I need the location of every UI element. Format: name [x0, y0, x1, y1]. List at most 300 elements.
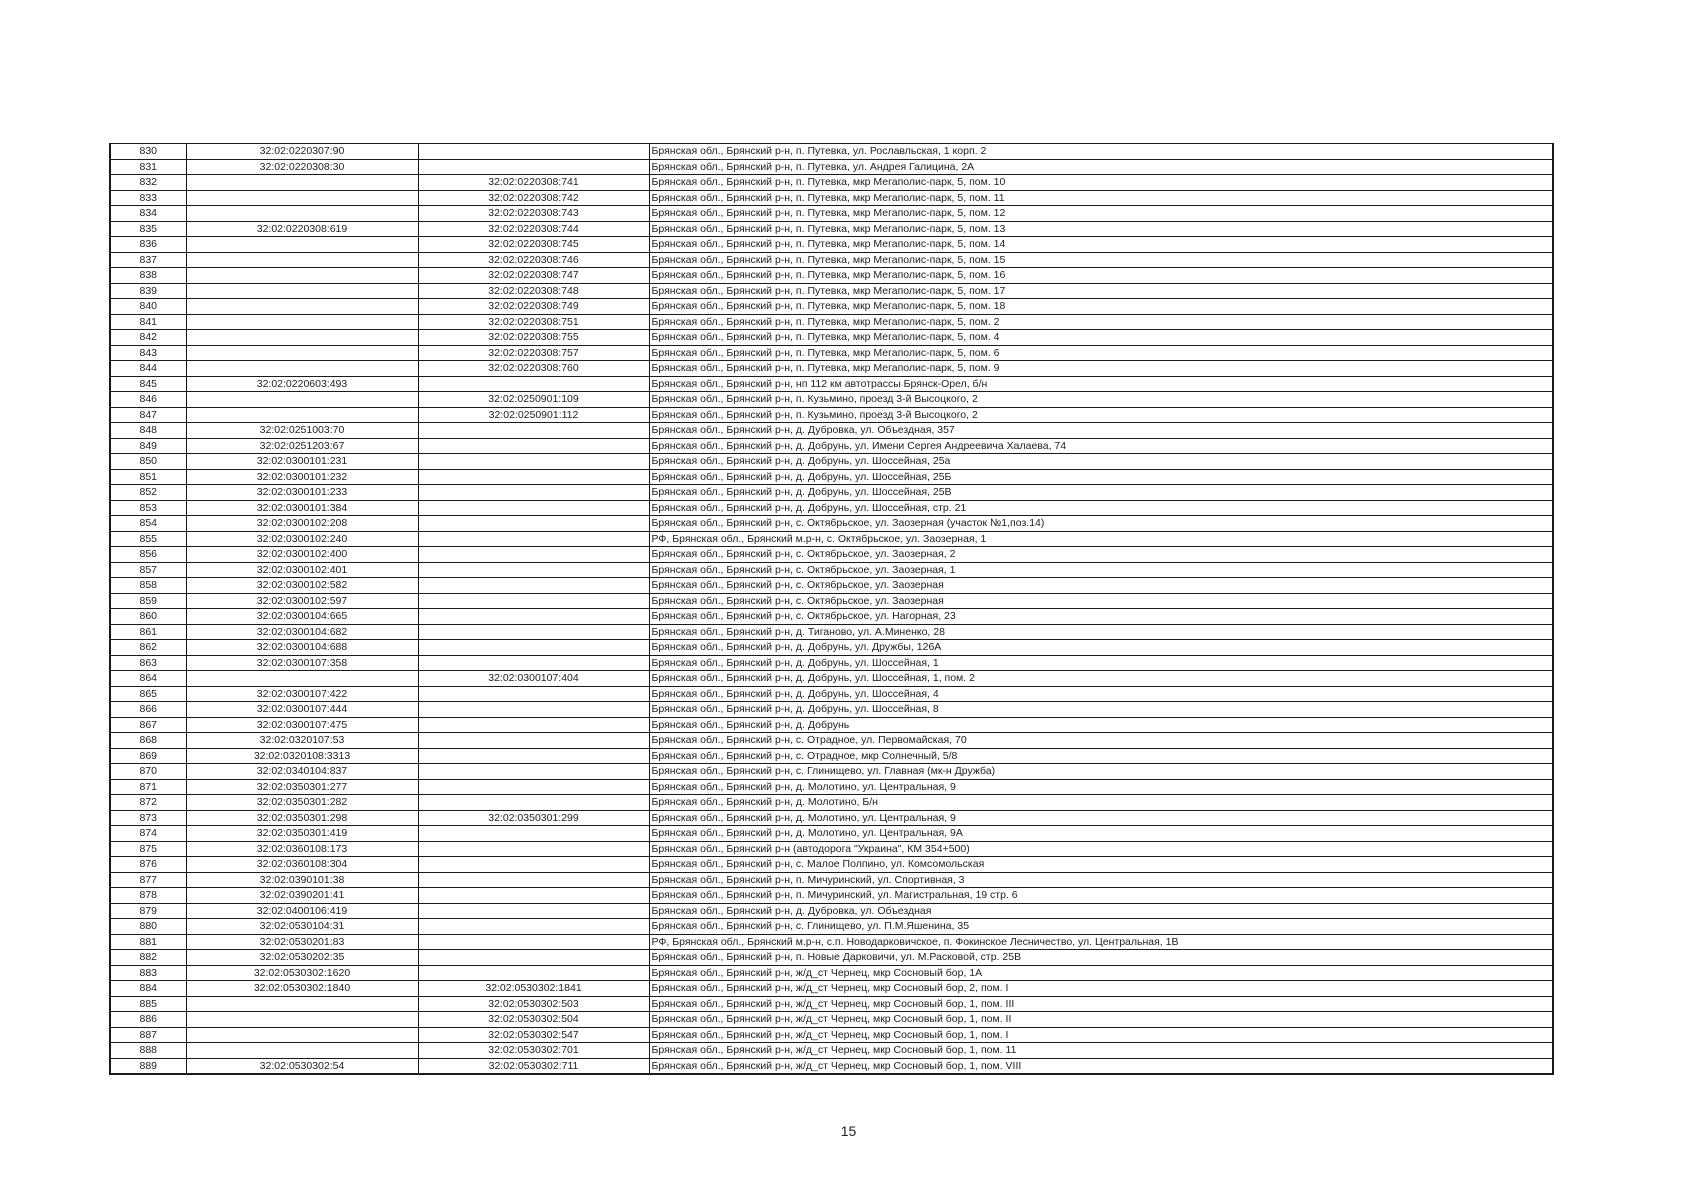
- row-number-cell: 832: [110, 175, 186, 191]
- row-number-cell: 858: [110, 578, 186, 594]
- table-row: [110, 516, 1553, 532]
- premises-cadastral-number-cell: [418, 547, 649, 563]
- premises-cadastral-number-cell: 32:02:0530302:1841: [418, 981, 649, 997]
- address-cell: Брянская обл., Брянский р-н, д. Добрунь, ул. Шоссейная, 8: [649, 702, 1553, 718]
- premises-cadastral-number-cell: [418, 795, 649, 811]
- table-row: [110, 159, 1553, 175]
- table-row: [110, 578, 1553, 594]
- address-cell: Брянская обл., Брянский р-н, д. Дубровка, ул. Объездная: [649, 903, 1553, 919]
- address-cell: Брянская обл., Брянский р-н, п. Мичуринский, ул. Магистральная, 19 стр. 6: [649, 888, 1553, 904]
- address-cell: Брянская обл., Брянский р-н, с. Октябрьское, ул. Нагорная, 23: [649, 609, 1553, 625]
- address-cell: Брянская обл., Брянский р-н, п. Путевка, мкр Мегаполис-парк, 5, пом. 12: [649, 206, 1553, 222]
- address-cell: Брянская обл., Брянский р-н, с. Глинищево, ул. Главная (мк-н Дружба): [649, 764, 1553, 780]
- address-cell: Брянская обл., Брянский р-н, п. Путевка, мкр Мегаполис-парк, 5, пом. 17: [649, 283, 1553, 299]
- premises-cadastral-number-cell: [418, 857, 649, 873]
- address-cell: Брянская обл., Брянский р-н, с. Октябрьское, ул. Заозерная, 1: [649, 562, 1553, 578]
- table-row: [110, 562, 1553, 578]
- premises-cadastral-number-cell: [418, 159, 649, 175]
- table-row: [110, 671, 1553, 687]
- premises-cadastral-number-cell: [418, 748, 649, 764]
- premises-cadastral-number-cell: 32:02:0250901:109: [418, 392, 649, 408]
- address-cell: Брянская обл., Брянский р-н, д. Добрунь, ул. Шоссейная, 25Б: [649, 469, 1553, 485]
- land-cadastral-number-cell: 32:02:0251203:67: [186, 438, 418, 454]
- address-cell: Брянская обл., Брянский р-н, ж/д_ст Чернец, мкр Сосновый бор, 1, пом. 11: [649, 1043, 1553, 1059]
- premises-cadastral-number-cell: 32:02:0220308:751: [418, 314, 649, 330]
- address-cell: Брянская обл., Брянский р-н, п. Путевка, мкр Мегаполис-парк, 5, пом. 6: [649, 345, 1553, 361]
- address-cell: Брянская обл., Брянский р-н, д. Дубровка, ул. Объездная, 357: [649, 423, 1553, 439]
- premises-cadastral-number-cell: 32:02:0220308:749: [418, 299, 649, 315]
- land-cadastral-number-cell: 32:02:0300101:232: [186, 469, 418, 485]
- row-number-cell: 837: [110, 252, 186, 268]
- land-cadastral-number-cell: 32:02:0220308:30: [186, 159, 418, 175]
- address-cell: Брянская обл., Брянский р-н, с. Отрадное, ул. Первомайская, 70: [649, 733, 1553, 749]
- address-cell: Брянская обл., Брянский р-н, с. Отрадное, мкр Солнечный, 5/8: [649, 748, 1553, 764]
- address-cell: Брянская обл., Брянский р-н, д. Молотино, Б/н: [649, 795, 1553, 811]
- premises-cadastral-number-cell: 32:02:0220308:757: [418, 345, 649, 361]
- address-cell: Брянская обл., Брянский р-н, п. Путевка, мкр Мегаполис-парк, 5, пом. 9: [649, 361, 1553, 377]
- premises-cadastral-number-cell: 32:02:0220308:742: [418, 190, 649, 206]
- land-cadastral-number-cell: 32:02:0300102:401: [186, 562, 418, 578]
- premises-cadastral-number-cell: 32:02:0530302:547: [418, 1027, 649, 1043]
- address-cell: Брянская обл., Брянский р-н, д. Добрунь, ул. Шоссейная, 1, пом. 2: [649, 671, 1553, 687]
- land-cadastral-number-cell: [186, 1043, 418, 1059]
- land-cadastral-number-cell: [186, 1027, 418, 1043]
- premises-cadastral-number-cell: 32:02:0530302:503: [418, 996, 649, 1012]
- land-cadastral-number-cell: [186, 268, 418, 284]
- premises-cadastral-number-cell: [418, 702, 649, 718]
- table-row: [110, 934, 1553, 950]
- row-number-cell: 871: [110, 779, 186, 795]
- table-row: [110, 1012, 1553, 1028]
- land-cadastral-number-cell: [186, 996, 418, 1012]
- land-cadastral-number-cell: [186, 314, 418, 330]
- row-number-cell: 877: [110, 872, 186, 888]
- table-row: [110, 841, 1553, 857]
- row-number-cell: 888: [110, 1043, 186, 1059]
- table-row: [110, 795, 1553, 811]
- row-number-cell: 864: [110, 671, 186, 687]
- address-cell: РФ, Брянская обл., Брянский м.р-н, с.п. Новодарковичское, п. Фокинское Лесничество, ул. Центральная, 1В: [649, 934, 1553, 950]
- premises-cadastral-number-cell: 32:02:0220308:760: [418, 361, 649, 377]
- land-cadastral-number-cell: 32:02:0300102:208: [186, 516, 418, 532]
- land-cadastral-number-cell: 32:02:0390101:38: [186, 872, 418, 888]
- premises-cadastral-number-cell: [418, 469, 649, 485]
- address-cell: Брянская обл., Брянский р-н, п. Новые Дарковичи, ул. М.Расковой, стр. 25В: [649, 950, 1553, 966]
- table-row: [110, 485, 1553, 501]
- premises-cadastral-number-cell: [418, 516, 649, 532]
- table-row: [110, 1043, 1553, 1059]
- premises-cadastral-number-cell: [418, 423, 649, 439]
- land-cadastral-number-cell: [186, 361, 418, 377]
- land-cadastral-number-cell: [186, 345, 418, 361]
- address-cell: Брянская обл., Брянский р-н, ж/д_ст Чернец, мкр Сосновый бор, 1, пом. I: [649, 1027, 1553, 1043]
- row-number-cell: 843: [110, 345, 186, 361]
- premises-cadastral-number-cell: [418, 578, 649, 594]
- row-number-cell: 868: [110, 733, 186, 749]
- table-row: [110, 268, 1553, 284]
- table-row: [110, 702, 1553, 718]
- premises-cadastral-number-cell: [418, 903, 649, 919]
- land-cadastral-number-cell: 32:02:0530104:31: [186, 919, 418, 935]
- row-number-cell: 862: [110, 640, 186, 656]
- land-cadastral-number-cell: 32:02:0350301:419: [186, 826, 418, 842]
- row-number-cell: 859: [110, 593, 186, 609]
- row-number-cell: 836: [110, 237, 186, 253]
- premises-cadastral-number-cell: [418, 934, 649, 950]
- premises-cadastral-number-cell: 32:02:0530302:504: [418, 1012, 649, 1028]
- row-number-cell: 849: [110, 438, 186, 454]
- land-cadastral-number-cell: 32:02:0300104:688: [186, 640, 418, 656]
- address-cell: Брянская обл., Брянский р-н, д. Добрунь, ул. Шоссейная, 1: [649, 655, 1553, 671]
- address-cell: Брянская обл., Брянский р-н, п. Путевка, ул. Рославльская, 1 корп. 2: [649, 144, 1553, 160]
- row-number-cell: 850: [110, 454, 186, 470]
- land-cadastral-number-cell: 32:02:0300102:240: [186, 531, 418, 547]
- row-number-cell: 866: [110, 702, 186, 718]
- address-cell: Брянская обл., Брянский р-н, с. Октябрьское, ул. Заозерная: [649, 578, 1553, 594]
- table-row: [110, 206, 1553, 222]
- row-number-cell: 835: [110, 221, 186, 237]
- table-row: [110, 624, 1553, 640]
- address-cell: Брянская обл., Брянский р-н, д. Молотино, ул. Центральная, 9А: [649, 826, 1553, 842]
- row-number-cell: 848: [110, 423, 186, 439]
- land-cadastral-number-cell: 32:02:0320108:3313: [186, 748, 418, 764]
- premises-cadastral-number-cell: [418, 438, 649, 454]
- premises-cadastral-number-cell: [418, 950, 649, 966]
- land-cadastral-number-cell: [186, 330, 418, 346]
- table-row: [110, 175, 1553, 191]
- table-row: [110, 237, 1553, 253]
- land-cadastral-number-cell: [186, 190, 418, 206]
- land-cadastral-number-cell: [186, 392, 418, 408]
- address-cell: Брянская обл., Брянский р-н, п. Путевка, мкр Мегаполис-парк, 5, пом. 2: [649, 314, 1553, 330]
- land-cadastral-number-cell: 32:02:0530302:54: [186, 1058, 418, 1074]
- table-row: [110, 531, 1553, 547]
- address-cell: Брянская обл., Брянский р-н, п. Мичуринский, ул. Спортивная, 3: [649, 872, 1553, 888]
- table-row: [110, 717, 1553, 733]
- premises-cadastral-number-cell: [418, 888, 649, 904]
- land-cadastral-number-cell: 32:02:0300101:384: [186, 500, 418, 516]
- row-number-cell: 876: [110, 857, 186, 873]
- address-cell: Брянская обл., Брянский р-н (автодорога "Украина", КМ 354+500): [649, 841, 1553, 857]
- land-cadastral-number-cell: [186, 283, 418, 299]
- row-number-cell: 879: [110, 903, 186, 919]
- premises-cadastral-number-cell: [418, 454, 649, 470]
- premises-cadastral-number-cell: [418, 624, 649, 640]
- address-cell: Брянская обл., Брянский р-н, д. Добрунь, ул. Шоссейная, стр. 21: [649, 500, 1553, 516]
- premises-cadastral-number-cell: [418, 965, 649, 981]
- row-number-cell: 875: [110, 841, 186, 857]
- premises-cadastral-number-cell: 32:02:0220308:747: [418, 268, 649, 284]
- table-row: [110, 469, 1553, 485]
- table-row: [110, 810, 1553, 826]
- row-number-cell: 872: [110, 795, 186, 811]
- table-row: [110, 686, 1553, 702]
- premises-cadastral-number-cell: [418, 593, 649, 609]
- address-cell: Брянская обл., Брянский р-н, с. Октябрьское, ул. Заозерная: [649, 593, 1553, 609]
- row-number-cell: 878: [110, 888, 186, 904]
- address-cell: Брянская обл., Брянский р-н, п. Путевка, ул. Андрея Галицина, 2А: [649, 159, 1553, 175]
- premises-cadastral-number-cell: 32:02:0220308:741: [418, 175, 649, 191]
- premises-cadastral-number-cell: 32:02:0220308:746: [418, 252, 649, 268]
- land-cadastral-number-cell: [186, 671, 418, 687]
- premises-cadastral-number-cell: 32:02:0220308:745: [418, 237, 649, 253]
- premises-cadastral-number-cell: 32:02:0350301:299: [418, 810, 649, 826]
- address-cell: Брянская обл., Брянский р-н, с. Октябрьское, ул. Заозерная (участок №1,поз.14): [649, 516, 1553, 532]
- row-number-cell: 880: [110, 919, 186, 935]
- table-row: [110, 640, 1553, 656]
- row-number-cell: 838: [110, 268, 186, 284]
- address-cell: Брянская обл., Брянский р-н, п. Путевка, мкр Мегаполис-парк, 5, пом. 15: [649, 252, 1553, 268]
- table-row: [110, 996, 1553, 1012]
- premises-cadastral-number-cell: [418, 640, 649, 656]
- premises-cadastral-number-cell: [418, 144, 649, 160]
- row-number-cell: 844: [110, 361, 186, 377]
- address-cell: Брянская обл., Брянский р-н, п. Путевка, мкр Мегаполис-парк, 5, пом. 10: [649, 175, 1553, 191]
- land-cadastral-number-cell: 32:02:0220603:493: [186, 376, 418, 392]
- row-number-cell: 845: [110, 376, 186, 392]
- land-cadastral-number-cell: 32:02:0300101:233: [186, 485, 418, 501]
- table-row: [110, 407, 1553, 423]
- land-cadastral-number-cell: 32:02:0300102:582: [186, 578, 418, 594]
- row-number-cell: 853: [110, 500, 186, 516]
- table-row: [110, 252, 1553, 268]
- row-number-cell: 855: [110, 531, 186, 547]
- address-cell: Брянская обл., Брянский р-н, ж/д_ст Чернец, мкр Сосновый бор, 1, пом. VIII: [649, 1058, 1553, 1074]
- table-row: [110, 330, 1553, 346]
- table-row: [110, 981, 1553, 997]
- table-row: [110, 919, 1553, 935]
- land-cadastral-number-cell: 32:02:0390201:41: [186, 888, 418, 904]
- premises-cadastral-number-cell: [418, 562, 649, 578]
- land-cadastral-number-cell: 32:02:0220308:619: [186, 221, 418, 237]
- row-number-cell: 840: [110, 299, 186, 315]
- premises-cadastral-number-cell: [418, 717, 649, 733]
- premises-cadastral-number-cell: [418, 485, 649, 501]
- row-number-cell: 847: [110, 407, 186, 423]
- table-row: [110, 221, 1553, 237]
- premises-cadastral-number-cell: 32:02:0530302:701: [418, 1043, 649, 1059]
- table-row: [110, 345, 1553, 361]
- row-number-cell: 860: [110, 609, 186, 625]
- page-number: 15: [840, 1123, 857, 1139]
- address-cell: Брянская обл., Брянский р-н, с. Октябрьское, ул. Заозерная, 2: [649, 547, 1553, 563]
- table-row: [110, 299, 1553, 315]
- premises-cadastral-number-cell: 32:02:0300107:404: [418, 671, 649, 687]
- row-number-cell: 881: [110, 934, 186, 950]
- land-cadastral-number-cell: [186, 1012, 418, 1028]
- land-cadastral-number-cell: 32:02:0300101:231: [186, 454, 418, 470]
- land-cadastral-number-cell: 32:02:0350301:277: [186, 779, 418, 795]
- table-row: [110, 872, 1553, 888]
- row-number-cell: 889: [110, 1058, 186, 1074]
- premises-cadastral-number-cell: 32:02:0250901:112: [418, 407, 649, 423]
- premises-cadastral-number-cell: 32:02:0220308:744: [418, 221, 649, 237]
- address-cell: Брянская обл., Брянский р-н, п. Кузьмино, проезд 3-й Высоцкого, 2: [649, 392, 1553, 408]
- table-row: [110, 733, 1553, 749]
- row-number-cell: 857: [110, 562, 186, 578]
- table-row: [110, 454, 1553, 470]
- row-number-cell: 885: [110, 996, 186, 1012]
- row-number-cell: 882: [110, 950, 186, 966]
- row-number-cell: 867: [110, 717, 186, 733]
- table-row: [110, 903, 1553, 919]
- land-cadastral-number-cell: 32:02:0300104:665: [186, 609, 418, 625]
- table-row: [110, 1058, 1553, 1074]
- address-cell: РФ, Брянская обл., Брянский м.р-н, с. Октябрьское, ул. Заозерная, 1: [649, 531, 1553, 547]
- land-cadastral-number-cell: 32:02:0350301:298: [186, 810, 418, 826]
- row-number-cell: 830: [110, 144, 186, 160]
- premises-cadastral-number-cell: [418, 531, 649, 547]
- table-row: [110, 950, 1553, 966]
- table-row: [110, 283, 1553, 299]
- table-row: [110, 361, 1553, 377]
- table-row: [110, 1027, 1553, 1043]
- row-number-cell: 887: [110, 1027, 186, 1043]
- land-cadastral-number-cell: [186, 252, 418, 268]
- table-row: [110, 438, 1553, 454]
- row-number-cell: 831: [110, 159, 186, 175]
- land-cadastral-number-cell: 32:02:0300107:422: [186, 686, 418, 702]
- address-cell: Брянская обл., Брянский р-н, п. Путевка, мкр Мегаполис-парк, 5, пом. 14: [649, 237, 1553, 253]
- table-row: [110, 965, 1553, 981]
- premises-cadastral-number-cell: [418, 872, 649, 888]
- row-number-cell: 886: [110, 1012, 186, 1028]
- premises-cadastral-number-cell: [418, 841, 649, 857]
- table-row: [110, 547, 1553, 563]
- address-cell: Брянская обл., Брянский р-н, ж/д_ст Чернец, мкр Сосновый бор, 2, пом. I: [649, 981, 1553, 997]
- premises-cadastral-number-cell: [418, 376, 649, 392]
- land-cadastral-number-cell: 32:02:0300104:682: [186, 624, 418, 640]
- premises-cadastral-number-cell: [418, 919, 649, 935]
- table-row: [110, 609, 1553, 625]
- registry-table-body: [110, 144, 1553, 1075]
- table-row: [110, 423, 1553, 439]
- row-number-cell: 833: [110, 190, 186, 206]
- table-row: [110, 888, 1553, 904]
- row-number-cell: 869: [110, 748, 186, 764]
- table-row: [110, 826, 1553, 842]
- row-number-cell: 839: [110, 283, 186, 299]
- land-cadastral-number-cell: 32:02:0530202:35: [186, 950, 418, 966]
- table-row: [110, 857, 1553, 873]
- row-number-cell: 874: [110, 826, 186, 842]
- address-cell: Брянская обл., Брянский р-н, нп 112 км автотрассы Брянск-Орел, б/н: [649, 376, 1553, 392]
- address-cell: Брянская обл., Брянский р-н, д. Добрунь, ул. Шоссейная, 25В: [649, 485, 1553, 501]
- land-cadastral-number-cell: 32:02:0340104:837: [186, 764, 418, 780]
- row-number-cell: 854: [110, 516, 186, 532]
- land-cadastral-number-cell: [186, 237, 418, 253]
- land-cadastral-number-cell: 32:02:0300107:444: [186, 702, 418, 718]
- premises-cadastral-number-cell: 32:02:0220308:743: [418, 206, 649, 222]
- address-cell: Брянская обл., Брянский р-н, п. Кузьмино, проезд 3-й Высоцкого, 2: [649, 407, 1553, 423]
- address-cell: Брянская обл., Брянский р-н, д. Добрунь: [649, 717, 1553, 733]
- address-cell: Брянская обл., Брянский р-н, ж/д_ст Чернец, мкр Сосновый бор, 1, пом. II: [649, 1012, 1553, 1028]
- premises-cadastral-number-cell: [418, 764, 649, 780]
- premises-cadastral-number-cell: 32:02:0220308:755: [418, 330, 649, 346]
- address-cell: Брянская обл., Брянский р-н, с. Глинищево, ул. П.М.Яшенина, 35: [649, 919, 1553, 935]
- land-cadastral-number-cell: 32:02:0530201:83: [186, 934, 418, 950]
- premises-cadastral-number-cell: 32:02:0530302:711: [418, 1058, 649, 1074]
- land-cadastral-number-cell: 32:02:0530302:1620: [186, 965, 418, 981]
- row-number-cell: 870: [110, 764, 186, 780]
- address-cell: Брянская обл., Брянский р-н, д. Молотино, ул. Центральная, 9: [649, 779, 1553, 795]
- land-cadastral-number-cell: 32:02:0300107:475: [186, 717, 418, 733]
- row-number-cell: 883: [110, 965, 186, 981]
- registry-table: [109, 143, 1554, 1075]
- address-cell: Брянская обл., Брянский р-н, п. Путевка, мкр Мегаполис-парк, 5, пом. 18: [649, 299, 1553, 315]
- land-cadastral-number-cell: 32:02:0350301:282: [186, 795, 418, 811]
- table-row: [110, 500, 1553, 516]
- land-cadastral-number-cell: 32:02:0300107:358: [186, 655, 418, 671]
- table-row: [110, 593, 1553, 609]
- premises-cadastral-number-cell: 32:02:0220308:748: [418, 283, 649, 299]
- premises-cadastral-number-cell: [418, 609, 649, 625]
- land-cadastral-number-cell: 32:02:0320107:53: [186, 733, 418, 749]
- address-cell: Брянская обл., Брянский р-н, п. Путевка, мкр Мегаполис-парк, 5, пом. 4: [649, 330, 1553, 346]
- premises-cadastral-number-cell: [418, 826, 649, 842]
- address-cell: Брянская обл., Брянский р-н, п. Путевка, мкр Мегаполис-парк, 5, пом. 16: [649, 268, 1553, 284]
- land-cadastral-number-cell: [186, 175, 418, 191]
- table-row: [110, 764, 1553, 780]
- address-cell: Брянская обл., Брянский р-н, д. Добрунь, ул. Дружбы, 126А: [649, 640, 1553, 656]
- address-cell: Брянская обл., Брянский р-н, п. Путевка, мкр Мегаполис-парк, 5, пом. 13: [649, 221, 1553, 237]
- land-cadastral-number-cell: 32:02:0530302:1840: [186, 981, 418, 997]
- row-number-cell: 834: [110, 206, 186, 222]
- land-cadastral-number-cell: [186, 299, 418, 315]
- land-cadastral-number-cell: 32:02:0220307:90: [186, 144, 418, 160]
- premises-cadastral-number-cell: [418, 500, 649, 516]
- land-cadastral-number-cell: 32:02:0400106:419: [186, 903, 418, 919]
- row-number-cell: 884: [110, 981, 186, 997]
- address-cell: Брянская обл., Брянский р-н, ж/д_ст Чернец, мкр Сосновый бор, 1А: [649, 965, 1553, 981]
- premises-cadastral-number-cell: [418, 686, 649, 702]
- land-cadastral-number-cell: 32:02:0300102:597: [186, 593, 418, 609]
- row-number-cell: 846: [110, 392, 186, 408]
- land-cadastral-number-cell: [186, 407, 418, 423]
- table-row: [110, 376, 1553, 392]
- table-row: [110, 144, 1553, 160]
- address-cell: Брянская обл., Брянский р-н, д. Молотино, ул. Центральная, 9: [649, 810, 1553, 826]
- land-cadastral-number-cell: 32:02:0360108:304: [186, 857, 418, 873]
- row-number-cell: 873: [110, 810, 186, 826]
- premises-cadastral-number-cell: [418, 655, 649, 671]
- address-cell: Брянская обл., Брянский р-н, д. Добрунь, ул. Имени Сергея Андреевича Халаева, 74: [649, 438, 1553, 454]
- row-number-cell: 852: [110, 485, 186, 501]
- row-number-cell: 856: [110, 547, 186, 563]
- address-cell: Брянская обл., Брянский р-н, д. Тиганово, ул. А.Миненко, 28: [649, 624, 1553, 640]
- row-number-cell: 861: [110, 624, 186, 640]
- address-cell: Брянская обл., Брянский р-н, с. Малое Полпино, ул. Комсомольская: [649, 857, 1553, 873]
- land-cadastral-number-cell: 32:02:0300102:400: [186, 547, 418, 563]
- premises-cadastral-number-cell: [418, 779, 649, 795]
- address-cell: Брянская обл., Брянский р-н, п. Путевка, мкр Мегаполис-парк, 5, пом. 11: [649, 190, 1553, 206]
- table-row: [110, 314, 1553, 330]
- table-row: [110, 748, 1553, 764]
- table-row: [110, 655, 1553, 671]
- address-cell: Брянская обл., Брянский р-н, ж/д_ст Чернец, мкр Сосновый бор, 1, пом. III: [649, 996, 1553, 1012]
- row-number-cell: 841: [110, 314, 186, 330]
- land-cadastral-number-cell: [186, 206, 418, 222]
- land-cadastral-number-cell: 32:02:0251003:70: [186, 423, 418, 439]
- address-cell: Брянская обл., Брянский р-н, д. Добрунь, ул. Шоссейная, 25а: [649, 454, 1553, 470]
- address-cell: Брянская обл., Брянский р-н, д. Добрунь, ул. Шоссейная, 4: [649, 686, 1553, 702]
- row-number-cell: 865: [110, 686, 186, 702]
- table-row: [110, 779, 1553, 795]
- table-row: [110, 392, 1553, 408]
- row-number-cell: 842: [110, 330, 186, 346]
- table-row: [110, 190, 1553, 206]
- row-number-cell: 863: [110, 655, 186, 671]
